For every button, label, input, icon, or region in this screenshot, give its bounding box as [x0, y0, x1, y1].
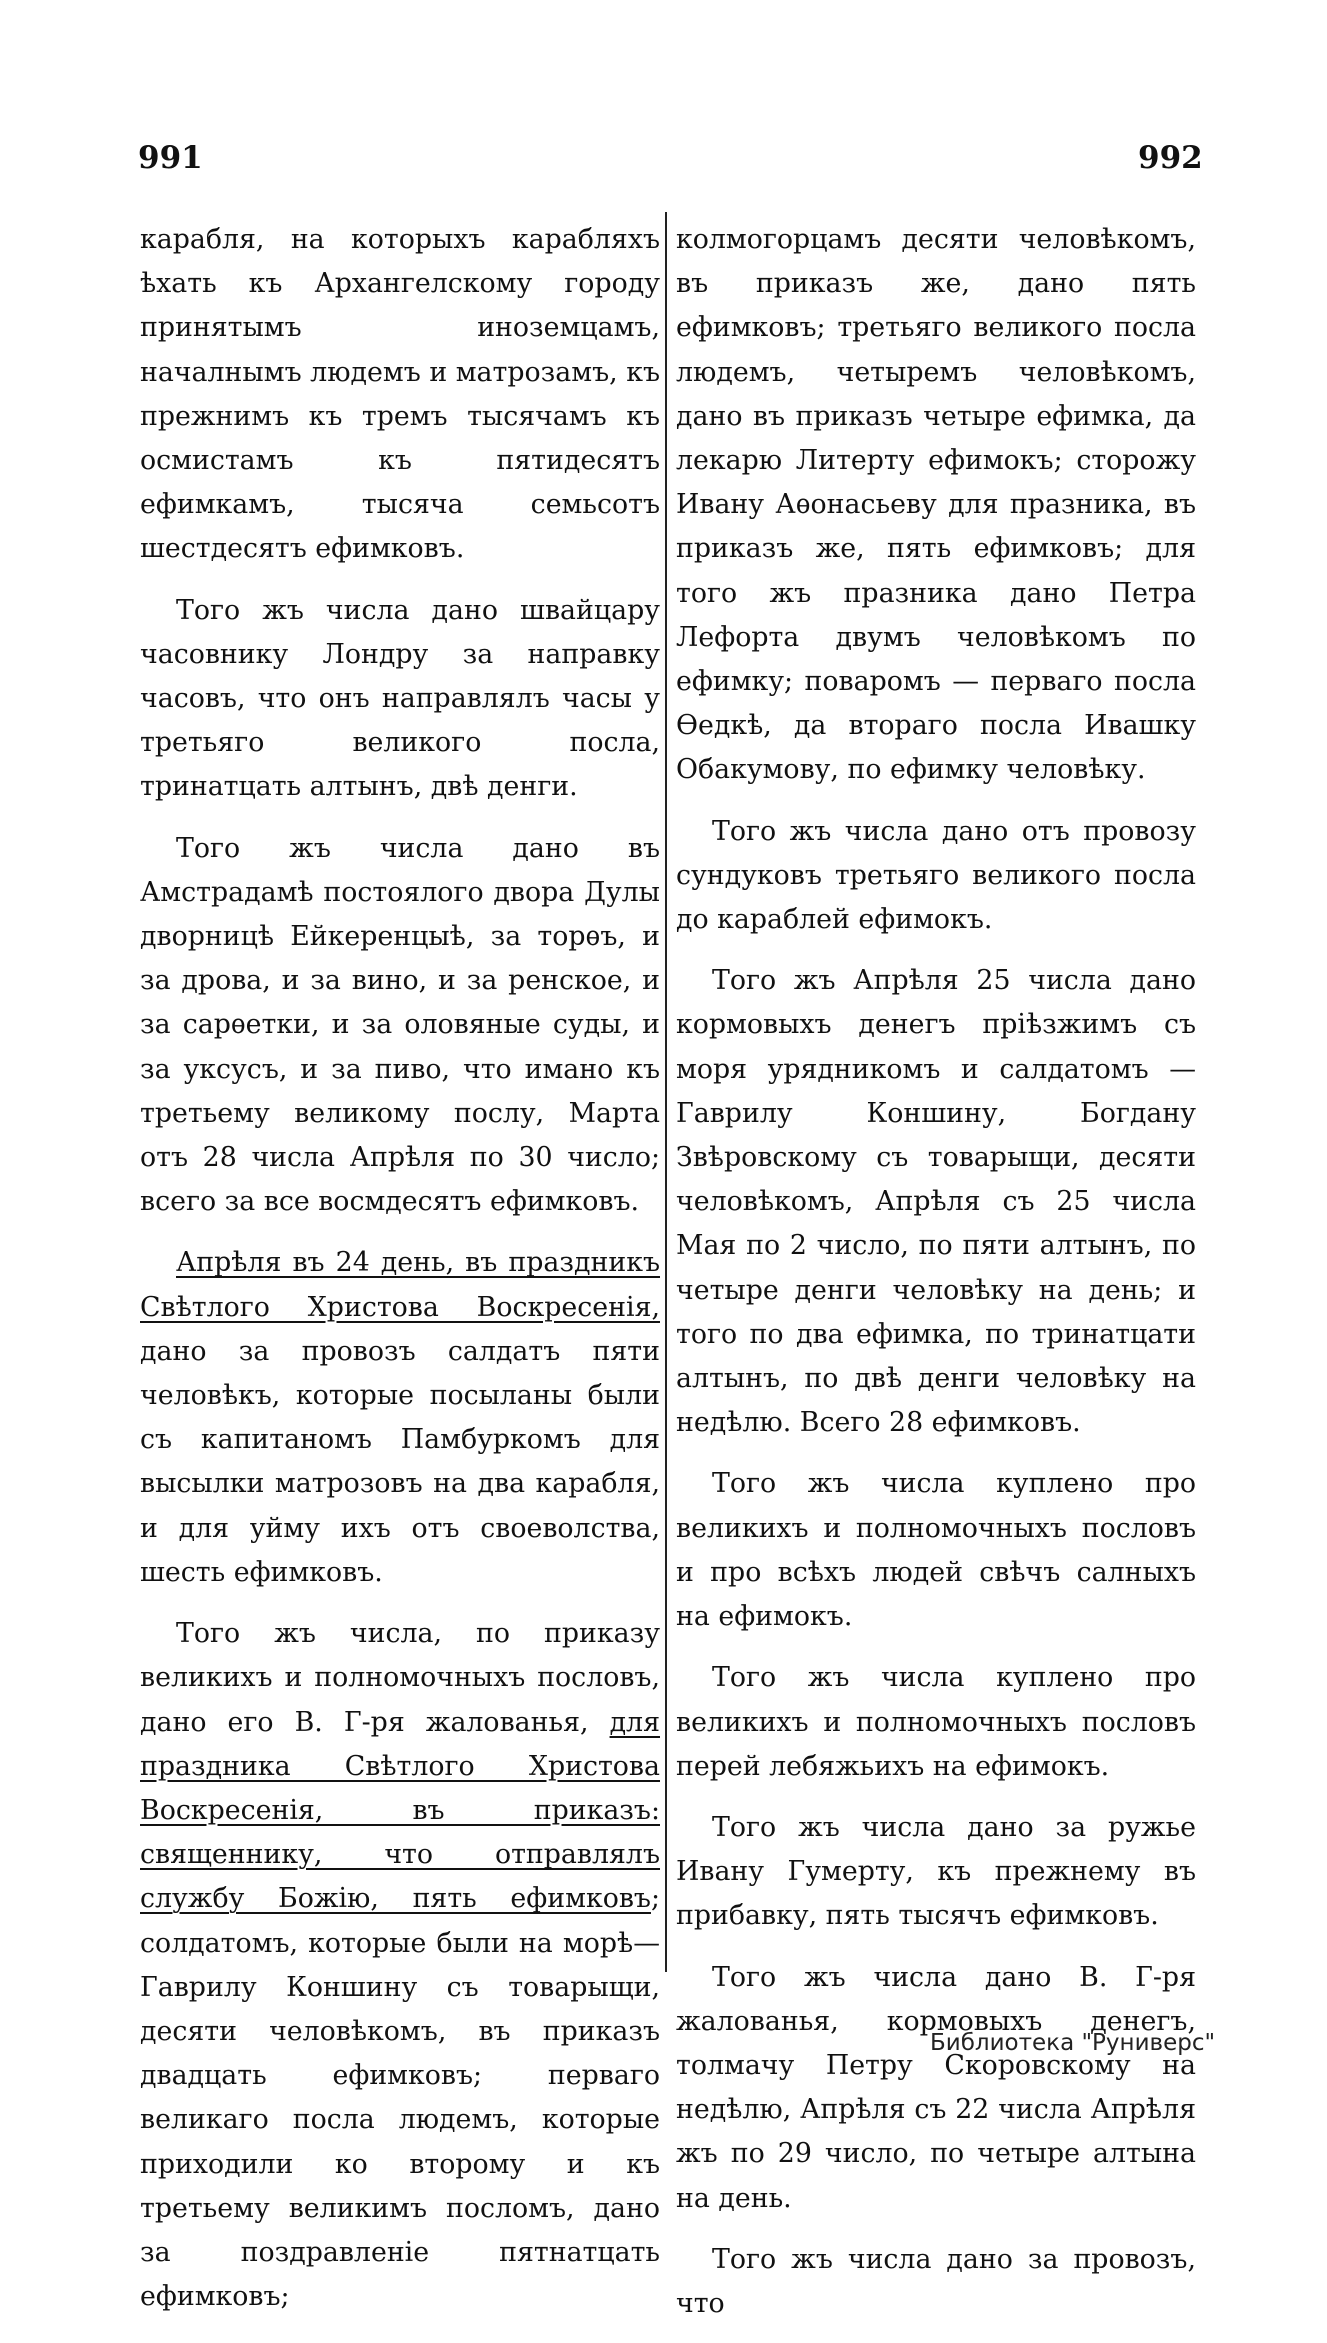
- left-column: [140, 218, 660, 2336]
- paragraph-text: дано за провозъ салдатъ пяти человѣкъ, которые посыланы были съ капитаномъ Памбуркомъ для высылки матрозовъ на два карабля, и для уйму ихъ отъ своеволства, шесть ефимковъ.: [140, 1335, 660, 1588]
- paragraph: Того жъ числа дано въ Амстрадамѣ постоялого двора Дулы дворницѣ Ейкеренцыѣ, за торѳъ, и за дрова, и за вино, и за ренское, и за сарѳетки, и за оловяные суды, и за уксусъ, и за пиво, что имано къ третьему великому послу, Марта отъ 28 числа Апрѣля по 30 число; всего за все восмдесятъ ефимковъ.: [140, 832, 660, 1218]
- underlined-text: Апрѣля въ 24 день, въ праздникъ Свѣтлого Христова Воскресенія,: [140, 1247, 660, 1323]
- paragraph: карабля, на которыхъ карабляхъ ѣхать къ Архангелскому городу принятымъ иноземцамъ, началнымъ людемъ и матрозамъ, къ прежнимъ къ тремъ тысячамъ къ осмистамъ къ пятидесятъ ефимкамъ, тысяча семьсотъ шестдесятъ ефимковъ.: [140, 224, 660, 565]
- paragraph: колмогорцамъ десяти человѣкомъ, въ приказъ же, дано пять ефимковъ; третьяго великого посла людемъ, четыремъ человѣкомъ, дано въ приказъ четыре ефимка, да лекарю Литерту ефимокъ; сторожу Ивану Аѳонасьеву для празника, въ приказъ же, пять ефимковъ; для того жъ празника дано Петра Лефорта двумъ человѣкомъ по ефимку; поваромъ — перваго посла Ѳедкѣ, да втораго посла Ивашку Обакумову, по ефимку человѣку.: [676, 224, 1196, 786]
- underlined-text: для праздника Свѣтлого Христова Воскресенія, въ приказъ: священнику, что отправлялъ службу Божію, пять ефимковъ: [140, 1706, 660, 1915]
- paragraph: Того жъ числа дано за провозъ, что: [676, 2243, 1196, 2319]
- paragraph-text: ; солдатомъ, которые были на морѣ—Гаврилу Коншину съ товарыщи, десяти человѣкомъ, въ приказъ двадцать ефимковъ; перваго великаго посла людемъ, которые приходили ко второму и къ третьему великимъ посломъ, дано за поздравленіе пятнатцать ефимковъ;: [140, 1883, 660, 2313]
- paragraph: Того жъ числа куплено про великихъ и полномочныхъ пословъ перей лебяжьихъ на ефимокъ.: [676, 1662, 1196, 1782]
- page-number-right: 992: [1138, 140, 1203, 176]
- page-number-left: 991: [138, 140, 203, 176]
- library-footer: Библиотека "Руниверс": [930, 2030, 1216, 2056]
- paragraph: Того жъ числа дано В. Г-ря жалованья, кормовыхъ денегъ, толмачу Петру Скоровскому на недѣлю, Апрѣля съ 22 числа Апрѣля жъ по 29 число, по четыре алтына на день.: [676, 1961, 1196, 2214]
- column-divider: [665, 212, 667, 1972]
- right-column: [676, 218, 1196, 2343]
- paragraph: [140, 1241, 660, 1595]
- paragraph: Того жъ числа дано швайцару часовнику Лондру за направку часовъ, что онъ направлялъ часы у третьяго великого посла, тринатцать алтынъ, двѣ денги.: [140, 594, 660, 803]
- paragraph: Того жъ числа куплено про великихъ и полномочныхъ пословъ и про всѣхъ людей свѣчъ салныхъ на ефимокъ.: [676, 1468, 1196, 1633]
- paragraph: Того жъ Апрѣля 25 числа дано кормовыхъ денегъ пріѣзжимъ съ моря урядникомъ и салдатомъ — Гаврилу Коншину, Богдану Звѣровскому съ товарыщи, десяти человѣкомъ, Апрѣля съ 25 числа Мая по 2 число, по пяти алтынъ, по четыре денги человѣку на день; и того по два ефимка, по тринатцати алтынъ, по двѣ денги человѣку на недѣлю. Всего 28 ефимковъ.: [676, 965, 1196, 1439]
- paragraph: [140, 1612, 660, 2319]
- paragraph: Того жъ числа дано за ружье Ивану Гумерту, къ прежнему въ прибавку, пять тысячъ ефимковъ.: [676, 1811, 1196, 1932]
- paragraph-text: Того жъ числа, по приказу великихъ и полномочныхъ пословъ, дано его В. Г-ря жалованья,: [140, 1618, 660, 1738]
- paragraph: Того жъ числа дано отъ провозу сундуковъ третьяго великого посла до караблей ефимокъ.: [676, 815, 1196, 936]
